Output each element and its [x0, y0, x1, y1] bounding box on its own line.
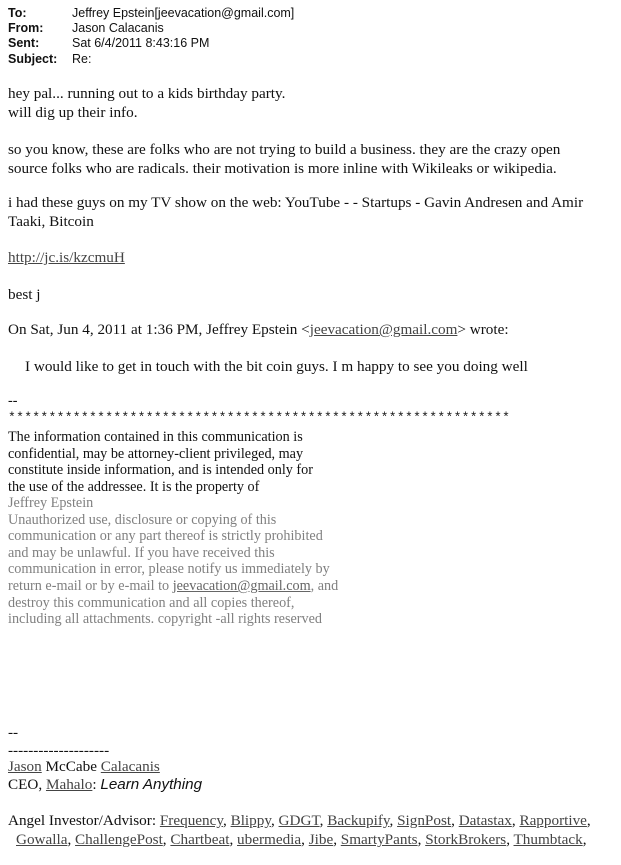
link-paragraph — [8, 248, 125, 267]
company-link[interactable]: StorkBrokers — [425, 831, 507, 848]
signature-rule: -------------------- — [8, 742, 110, 759]
quote-header — [8, 320, 509, 339]
company-links-1 — [160, 812, 591, 829]
subject-row — [8, 52, 294, 67]
middle-name: McCabe — [41, 758, 101, 775]
quote-suffix: > wrote: — [457, 321, 509, 338]
last-name-link[interactable]: Calacanis — [100, 758, 160, 775]
to-row — [8, 6, 294, 21]
comma: , — [301, 831, 309, 848]
comma: , — [511, 812, 520, 829]
signoff: best j — [8, 286, 41, 303]
comma: , — [67, 831, 76, 848]
disclaimer-line: Jeffrey Epstein — [8, 495, 94, 511]
angel-line-2 — [8, 830, 614, 849]
email-header — [8, 6, 294, 67]
company-link[interactable]: SignPost — [397, 812, 452, 829]
text-line: source folks who are radicals. their motivation is more inline with Wikileaks or wikipedia. — [8, 160, 557, 177]
first-name-link[interactable]: Jason — [8, 758, 42, 775]
paragraph-1 — [8, 84, 285, 122]
comma: , — [451, 812, 459, 829]
disclaimer-line: confidential, may be attorney-client privileged, may — [8, 445, 304, 462]
comma: , — [162, 831, 171, 848]
from-label: From: — [8, 21, 44, 36]
disclaimer-line: communication in error, please notify us immediately by — [8, 561, 330, 578]
company-link[interactable]: Datastax — [458, 812, 512, 829]
company-links-2 — [16, 831, 586, 848]
text-line: Taaki, Bitcoin — [8, 213, 94, 230]
sent-row — [8, 36, 294, 51]
angel-label: Angel Investor/Advisor: — [8, 812, 160, 829]
comma: , — [333, 831, 341, 848]
comma: , — [270, 812, 279, 829]
comma: , — [229, 831, 238, 848]
comma: , — [222, 812, 231, 829]
signature-name — [8, 757, 160, 776]
comma: , — [319, 812, 328, 829]
company-link[interactable]: Blippy — [230, 812, 271, 829]
paragraph-3 — [8, 193, 583, 231]
signature-title — [8, 775, 202, 794]
disclaimer-line: including all attachments. copyright -all rights reserved — [8, 611, 323, 628]
subject-value: Re: — [72, 51, 92, 66]
company-link[interactable]: ChallengePost — [75, 831, 163, 848]
disclaimer-dashes: -- — [8, 393, 18, 409]
quoted-text: I would like to get in touch with the bit coin guys. I m happy to see you doing well — [25, 358, 528, 375]
disclaimer-line: destroy this communication and all copies thereof, — [8, 594, 295, 611]
text-line: will dig up their info. — [8, 104, 138, 121]
company-link[interactable]: Chartbeat — [170, 831, 230, 848]
text-line: hey pal... running out to a kids birthday party. — [8, 85, 286, 102]
company-link[interactable]: Thumbtack — [513, 831, 583, 848]
disclaimer-dark — [8, 429, 313, 495]
comma: , — [417, 831, 426, 848]
disclaimer-line: The information contained in this communication is — [8, 429, 303, 445]
email-suffix: , and — [310, 577, 339, 594]
disclaimer-stars: ************************************************************** — [8, 410, 511, 425]
disclaimer-line: Unauthorized use, disclosure or copying of this — [8, 511, 277, 528]
text-line: so you know, these are folks who are not trying to build a business. they are the crazy open — [8, 141, 561, 158]
company-link[interactable]: Frequency — [159, 812, 223, 829]
company-link[interactable]: Jibe — [308, 831, 334, 848]
company-link[interactable]: Rapportive — [519, 812, 587, 829]
comma: , — [586, 812, 591, 829]
disclaimer-line: the use of the addressee. It is the property of — [8, 478, 260, 495]
angel-line-1 — [8, 811, 614, 830]
comma: , — [389, 812, 398, 829]
disclaimer-line: communication or any part thereof is strictly prohibited — [8, 528, 323, 545]
email-prefix: return e-mail or by e-mail to — [8, 577, 173, 594]
company-link[interactable]: ubermedia — [237, 831, 302, 848]
quote-prefix: On Sat, Jun 4, 2011 at 1:36 PM, Jeffrey Epstein < — [8, 321, 310, 338]
subject-label: Subject: — [8, 51, 58, 66]
company-link[interactable]: Mahalo — [45, 776, 93, 793]
comma: , — [582, 831, 587, 848]
disclaimer-line: and may be unlawful. If you have received this — [8, 544, 275, 561]
colon: : — [92, 776, 97, 793]
company-link[interactable]: GDGT — [278, 812, 320, 829]
company-link[interactable]: Gowalla — [16, 831, 68, 848]
company-link[interactable]: SmartyPants — [340, 831, 418, 848]
disclaimer-email-link[interactable]: jeevacation@gmail.com — [172, 577, 311, 594]
sent-value: Sat 6/4/2011 8:43:16 PM — [72, 36, 210, 51]
to-label: To: — [8, 6, 27, 20]
angel-list — [8, 811, 614, 849]
disclaimer-line — [8, 578, 338, 595]
from-value: Jason Calacanis — [72, 21, 164, 36]
disclaimer-gray — [8, 495, 338, 628]
disclaimer-line: constitute inside information, and is intended only for — [8, 462, 313, 479]
short-link[interactable]: http://jc.is/kzcmuH — [8, 249, 125, 266]
text-line: i had these guys on my TV show on the web: YouTube - - Startups - Gavin Andresen and Amir — [8, 194, 584, 211]
sent-label: Sent: — [8, 36, 40, 51]
tagline: Learn Anything — [100, 776, 203, 793]
paragraph-2 — [8, 140, 560, 178]
to-value: Jeffrey Epstein[jeevacation@gmail.com] — [72, 6, 295, 20]
signature-dashes: -- — [8, 724, 19, 741]
from-row — [8, 21, 294, 36]
comma: , — [506, 831, 514, 848]
quote-email-link[interactable]: jeevacation@gmail.com — [309, 321, 458, 338]
title-prefix: CEO, — [8, 776, 46, 793]
company-link[interactable]: Backupify — [327, 812, 390, 829]
